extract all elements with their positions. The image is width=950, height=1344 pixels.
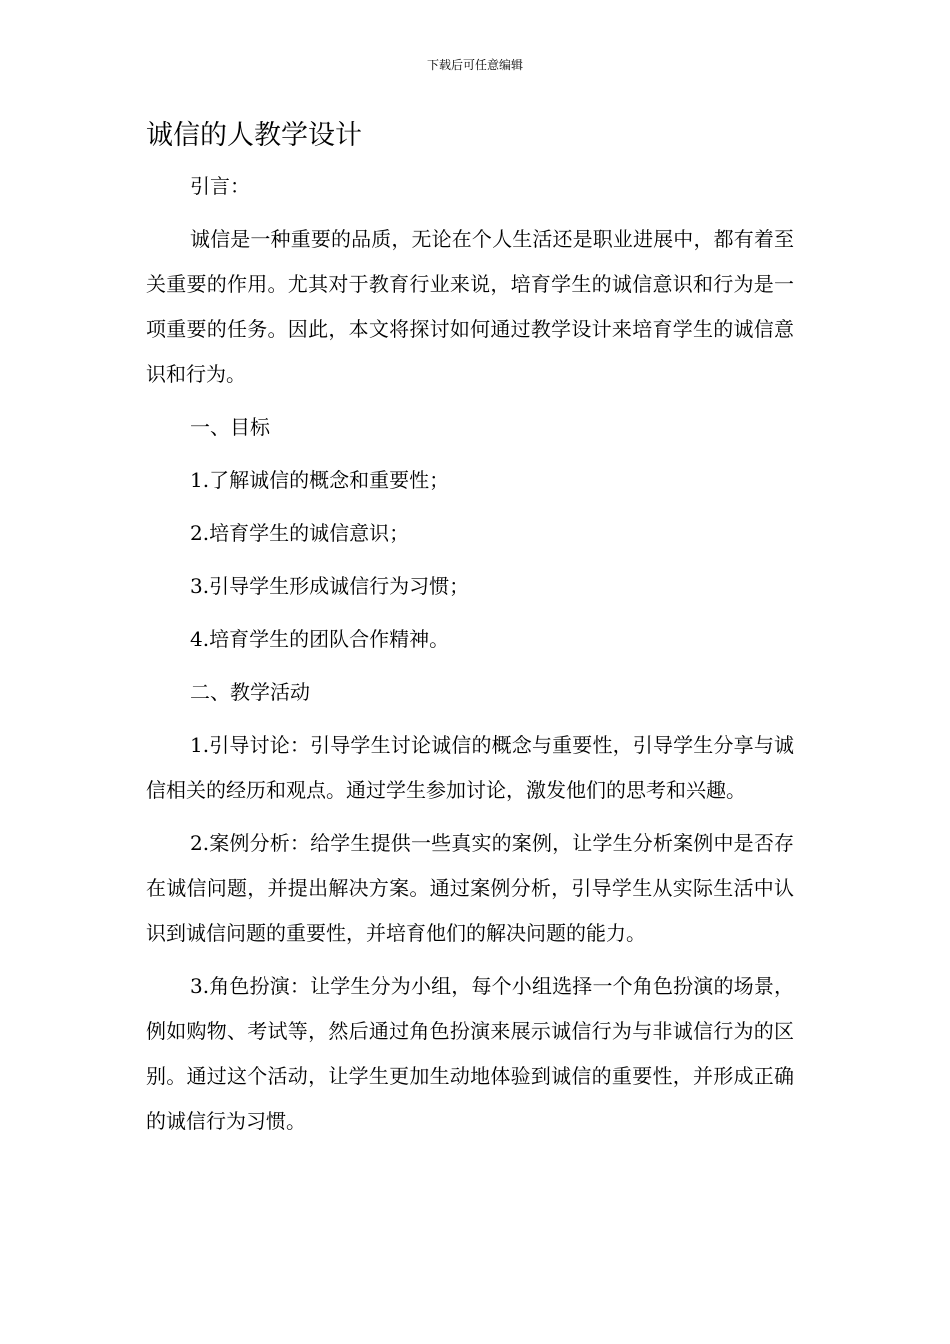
- document-body: [146, 164, 794, 1152]
- section-heading-goals: 一、目标: [190, 415, 270, 439]
- goal-item: 3.引导学生形成诚信行为习惯；: [190, 574, 470, 598]
- document-title: 诚信的人教学设计: [146, 120, 362, 151]
- paragraph-intro-label: 引言：: [190, 174, 250, 198]
- activity-item: 3.角色扮演：让学生分为小组，每个小组选择一个角色扮演的场景，例如购物、考试等，然后通过角色扮演来展示诚信行为与非诚信行为的区别。通过这个活动，让学生更加生动地体验到诚信的重要性，并形成正确的诚信行为习惯。: [146, 974, 794, 1133]
- goal-item: 2.培育学生的诚信意识；: [190, 521, 410, 545]
- activity-item: 1.引导讨论：引导学生讨论诚信的概念与重要性，引导学生分享与诚信相关的经历和观点。通过学生参加讨论，激发他们的思考和兴趣。: [146, 733, 794, 802]
- goal-item: 1.了解诚信的概念和重要性；: [190, 468, 450, 492]
- section-heading-activities: 二、教学活动: [190, 680, 310, 704]
- page-header: 下载后可任意编辑: [426, 58, 523, 72]
- activity-item: 2.案例分析：给学生提供一些真实的案例，让学生分析案例中是否存在诚信问题，并提出解决方案。通过案例分析，引导学生从实际生活中认识到诚信问题的重要性，并培育他们的解决问题的能力。: [146, 831, 794, 945]
- paragraph-intro: 诚信是一种重要的品质，无论在个人生活还是职业进展中，都有着至关重要的作用。尤其对于教育行业来说，培育学生的诚信意识和行为是一项重要的任务。因此，本文将探讨如何通过教学设计来培育学生的诚信意识和行为。: [146, 227, 794, 386]
- goal-item: 4.培育学生的团队合作精神。: [190, 627, 450, 651]
